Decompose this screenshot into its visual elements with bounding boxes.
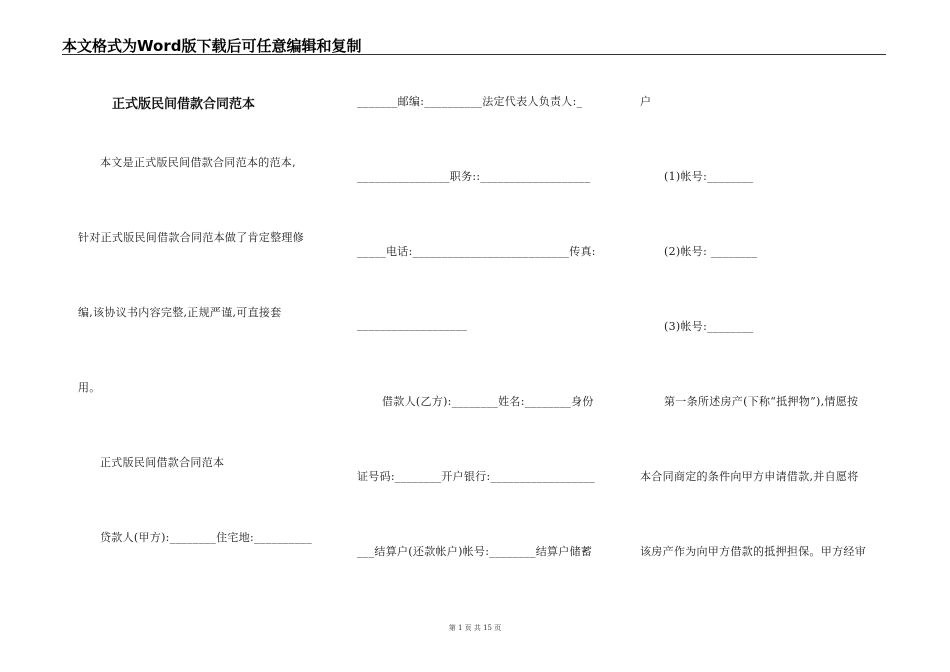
document-title: 正式版民间借款合同范本 [112, 97, 256, 112]
article-line-3: 该房产作为向甲方借款的抵押担保。甲方经审 [640, 545, 866, 558]
intro-line-2: 针对正式版民间借款合同范本做了肯定整理修 [78, 231, 304, 244]
col2-line-4: ___________________ [357, 318, 468, 331]
intro-line-3: 编,该协议书内容完整,正规严谨,可直接套 [78, 306, 282, 319]
col2-line-6: 证号码:________开户银行:__________________ [357, 470, 595, 483]
col2-line-2: ________________职务::___________________ [357, 170, 591, 183]
borrower-line: 借款人(乙方):________姓名:________身份 [382, 395, 594, 408]
article-line-1: 第一条所述房产(下称“抵押物”),情愿按 [664, 395, 859, 408]
header-divider [62, 54, 886, 55]
intro-line-4: 用。 [78, 381, 101, 394]
col2-line-1: _______邮编:__________法定代表人负责人:_ [357, 95, 583, 108]
account-line-1: (1)帐号:________ [664, 170, 754, 183]
account-line-3: (3)帐号:________ [664, 320, 754, 333]
col2-line-3: _____电话:___________________________传真: [357, 245, 596, 258]
intro-line-1: 本文是正式版民间借款合同范本的范本, [100, 156, 296, 169]
account-line-2: (2)帐号: ________ [664, 245, 758, 258]
lender-line: 贷款人(甲方):________住宅地:__________ [100, 531, 312, 544]
page-number: 第 1 页 共 15 页 [448, 624, 502, 632]
article-line-2: 本合同商定的条件向甲方申请借款,并自愿将 [640, 470, 859, 483]
contract-subtitle: 正式版民间借款合同范本 [100, 456, 225, 469]
col2-line-7: ___结算户(还款帐户)帐号:________结算户储蓄 [357, 545, 593, 558]
col3-line-1: 户 [640, 95, 652, 108]
document-header-title: 本文格式为Word版下载后可任意编辑和复制 [62, 37, 362, 55]
